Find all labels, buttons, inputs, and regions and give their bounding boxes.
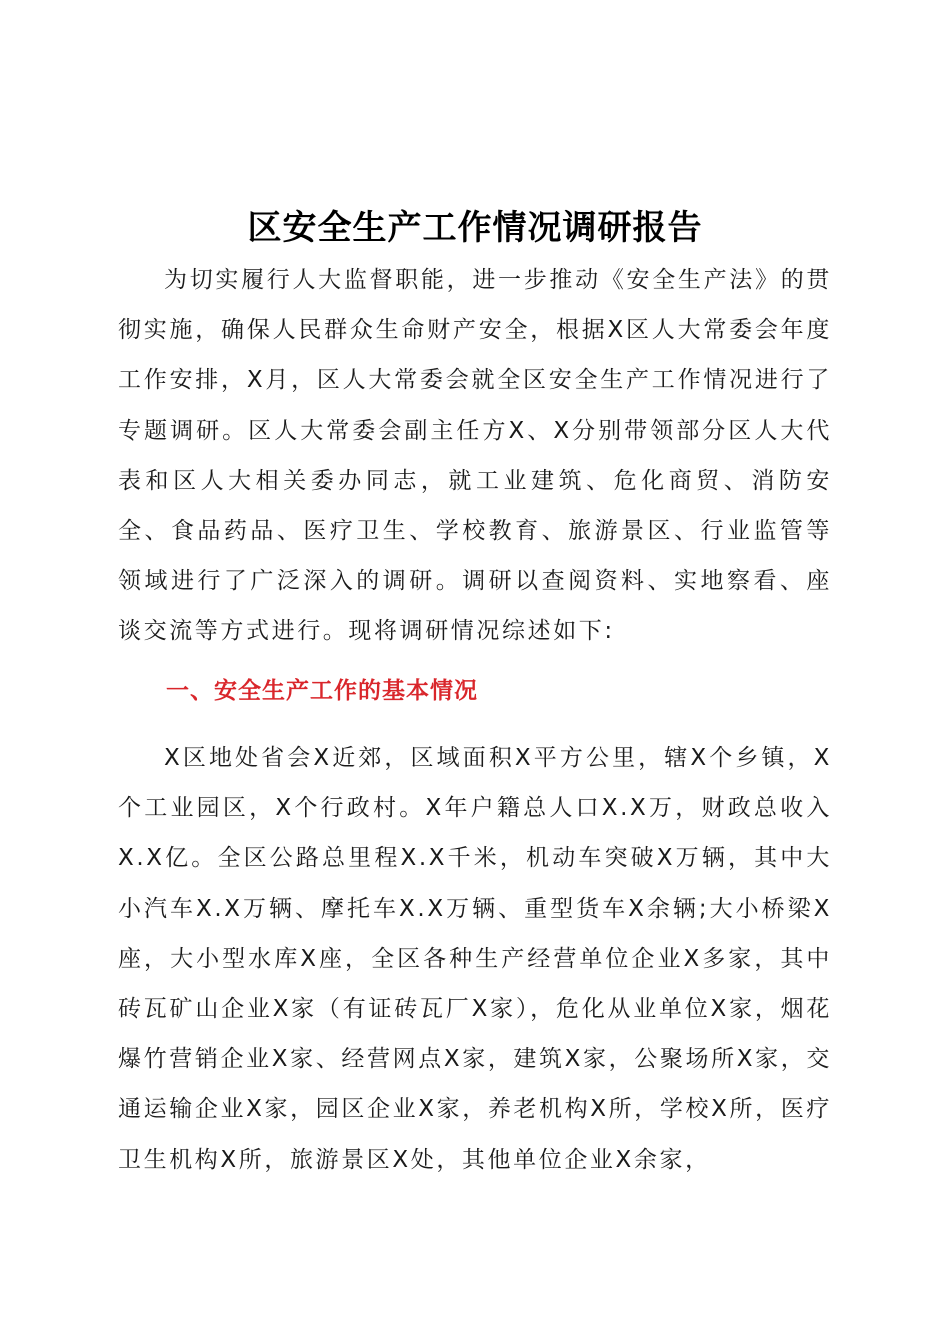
section-paragraph: X区地处省会X近郊，区域面积X平方公里，辖X个乡镇，X个工业园区，X个行政村。X年户籍总人口X.X万，财政总收入X.X亿。全区公路总里程X.X千米，机动车突破X万辆，其中大小汽车X.X万辆、摩托车X.X万辆、重型货车X余辆;大小桥梁X座，大小型水库X座，全区各种生产经营单位企业X多家，其中砖瓦矿山企业X家（有证砖瓦厂X家），危化从业单位X家，烟花爆竹营销企业X家、经营网点X家，建筑X家，公聚场所X家，交通运输企业X家，园区企业X家，养老机构X所，学校X所，医疗卫生机构X所，旅游景区X处，其他单位企业X余家， [118, 745, 832, 1173]
document-title: 区安全生产工作情况调研报告 [247, 207, 703, 248]
section-heading: 一、安全生产工作的基本情况 [166, 678, 478, 704]
intro-paragraph: 为切实履行人大监督职能，进一步推动《安全生产法》的贯彻实施，确保人民群众生命财产安全，根据X区人大常委会年度工作安排，X月，区人大常委会就全区安全生产工作情况进行了专题调研。区人大常委会副主任方X、X分别带领部分区人大代表和区人大相关委办同志，就工业建筑、危化商贸、消防安全、食品药品、医疗卫生、学校教育、旅游景区、行业监管等领域进行了广泛深入的调研。调研以查阅资料、实地察看、座谈交流等方式进行。现将调研情况综述如下: [118, 267, 832, 645]
